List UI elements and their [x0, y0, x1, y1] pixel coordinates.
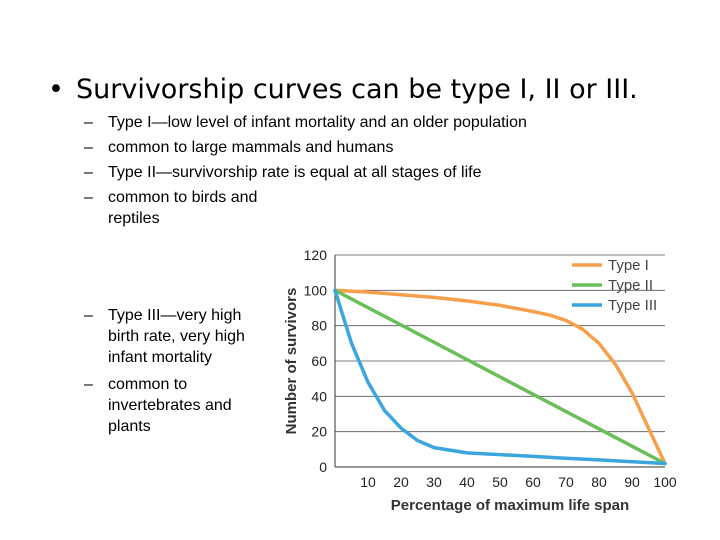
x-tick-label: 40: [459, 474, 475, 490]
dash-glyph: –: [84, 164, 93, 181]
sub-bullet: [84, 162, 527, 183]
sub-bullet-text: common to large mammals and humans: [108, 139, 394, 156]
survivorship-chart: [280, 240, 710, 530]
x-tick-label: 70: [558, 474, 574, 490]
sub-bullet-list-top: [84, 112, 527, 233]
sub-bullet-text: Type II—survivorship rate is equal at all stages of life: [108, 164, 482, 181]
main-bullet-text: Survivorship curves can be type I, II or III.: [76, 74, 638, 105]
sub-bullet: [84, 305, 274, 368]
sub-bullet-text: Type III—very high birth rate, very high infant mortality: [108, 307, 245, 366]
sub-bullet: [84, 137, 527, 158]
sub-bullet-text: common to birds and reptiles: [108, 189, 258, 227]
y-tick-label: 60: [311, 353, 327, 369]
x-tick-label: 80: [591, 474, 607, 490]
dash-glyph: –: [84, 139, 93, 156]
dash-glyph: –: [84, 114, 93, 131]
dash-glyph: –: [84, 307, 93, 324]
main-bullet: [48, 72, 638, 108]
x-tick-label: 10: [360, 474, 376, 490]
legend-label: Type III: [608, 297, 658, 314]
sub-bullet-text: common to invertebrates and plants: [108, 376, 232, 435]
bullet-glyph: •: [48, 74, 64, 105]
sub-bullet: [84, 112, 527, 133]
sub-bullet: [84, 187, 268, 229]
x-axis-label: Percentage of maximum life span: [390, 497, 630, 514]
y-tick-label: 0: [319, 459, 327, 475]
y-tick-label: 120: [303, 247, 327, 263]
series-line-type-ii: [335, 290, 665, 463]
y-tick-label: 20: [311, 423, 327, 440]
y-axis-label: Number of survivors: [283, 287, 300, 435]
x-tick-label: 20: [393, 474, 409, 490]
dash-glyph: –: [84, 189, 93, 206]
y-tick-label: 100: [303, 282, 327, 299]
sub-bullet: [84, 374, 258, 437]
y-tick-label: 80: [311, 317, 327, 334]
sub-bullet-list-bottom: [84, 305, 274, 443]
sub-bullet-text: Type I—low level of infant mortality and an older population: [108, 114, 527, 131]
x-tick-label: 90: [624, 474, 640, 490]
x-tick-label: 50: [492, 474, 508, 490]
legend-label: Type I: [608, 257, 649, 274]
y-tick-label: 40: [311, 388, 327, 405]
dash-glyph: –: [84, 376, 93, 393]
x-tick-label: 60: [525, 474, 541, 490]
x-tick-label: 100: [653, 474, 677, 490]
x-tick-label: 30: [426, 474, 442, 490]
legend-label: Type II: [608, 277, 654, 294]
